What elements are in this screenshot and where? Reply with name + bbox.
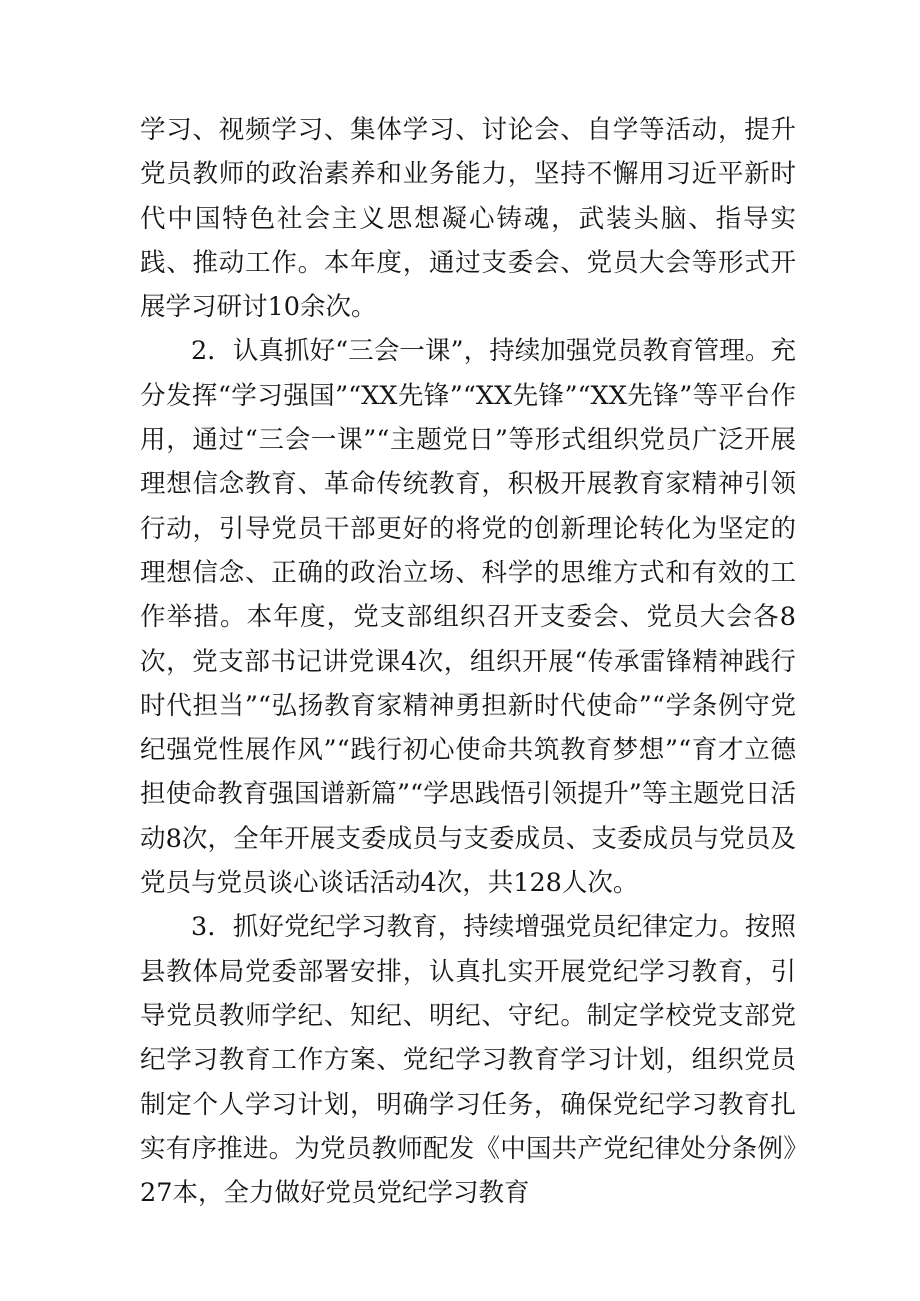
paragraph-party-discipline-education: 3．抓好党纪学习教育，持续增强党员纪律定力。按照县教体局党委部署安排，认真扎实开展党纪学习教育，引导党员教师学纪、知纪、明纪、守纪。制定学校党支部党纪学习教育工作方案、党纪学习教育学习计划，组织党员制定个人学习计划，明确学习任务，确保党纪学习教育扎实有序推进。为党员教师配发《中国共产党纪律处分条例》27本，全力做好党员党纪学习教育 — [140, 912, 796, 1209]
document-body — [140, 108, 796, 1215]
paragraph-three-meetings-one-lesson: 2．认真抓好“三会一课”，持续加强党员教育管理。充分发挥“学习强国”“XX先锋”“XX先锋”“XX先锋”等平台作用，通过“三会一课”“主题党日”等形式组织党员广泛开展理想信念教育、革命传统教育，积极开展教育家精神引领行动，引导党员干部更好的将党的创新理论转化为坚定的理想信念、正确的政治立场、科学的思维方式和有效的工作举措。本年度，党支部组织召开支委会、党员大会各8次，党支部书记讲党课4次，组织开展“传承雷锋精神践行时代担当”“弘扬教育家精神勇担新时代使命”“学条例守党纪强党性展作风”“践行初心使命共筑教育梦想”“育才立德担使命教育强国谱新篇”“学思践悟引领提升”等主题党日活动8次，全年开展支委成员与支委成员、支委成员与党员及党员与党员谈心谈话活动4次，共128人次。 — [140, 336, 796, 899]
paragraph-study-activities: 学习、视频学习、集体学习、讨论会、自学等活动，提升党员教师的政治素养和业务能力，坚持不懈用习近平新时代中国特色社会主义思想凝心铸魂，武装头脑、指导实践、推动工作。本年度，通过支委会、党员大会等形式开展学习研讨10余次。 — [140, 115, 796, 323]
